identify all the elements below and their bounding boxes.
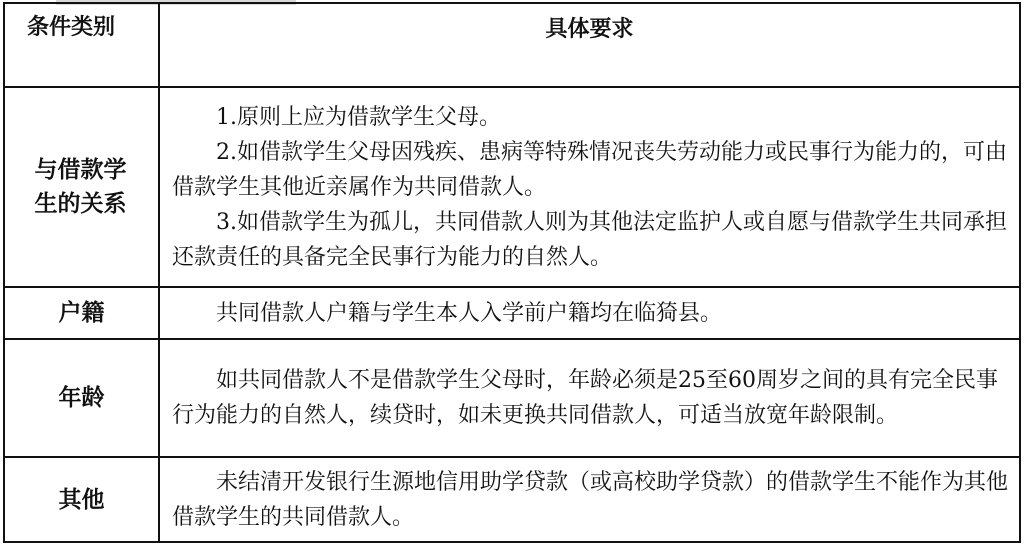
header-requirement-label: 具体要求 — [545, 16, 634, 42]
requirement-paragraph: 如共同借款人不是借款学生父母时，年龄必须是25至60周岁之间的具有完全民事行为能力的自然人，续贷时，如未更换共同借款人，可适当放宽年龄限制。 — [172, 368, 998, 428]
requirement-cell — [159, 87, 1020, 287]
category-label: 与借款学生的关系 — [34, 156, 127, 217]
category-cell — [4, 457, 159, 542]
requirement-cell — [159, 287, 1020, 339]
table-row — [4, 287, 1020, 339]
category-label: 年龄 — [58, 384, 105, 411]
category-cell — [4, 287, 159, 339]
requirement-paragraph: 3.如借款学生为孤儿，共同借款人则为其他法定监护人或自愿与借款学生共同承担还款责任的具备完全民事行为能力的自然人。 — [172, 209, 1007, 270]
requirement-cell — [159, 339, 1020, 457]
header-requirement-cell — [159, 3, 1020, 87]
category-label: 户籍 — [58, 299, 105, 326]
header-category-label: 条件类别 — [27, 14, 116, 40]
requirement-paragraph: 1.原则上应为借款学生父母。 — [216, 104, 501, 130]
table-row — [4, 87, 1020, 287]
table-row — [4, 339, 1020, 457]
requirements-table — [3, 2, 1021, 543]
table-row — [4, 457, 1020, 542]
requirement-paragraph: 2.如借款学生父母因残疾、患病等特殊情况丧失劳动能力或民事行为能力的，可由借款学生其他近亲属作为共同借款人。 — [172, 139, 1007, 200]
requirement-paragraph: 未结清开发银行生源地信用助学贷款（或高校助学贷款）的借款学生不能作为其他借款学生的共同借款人。 — [172, 469, 1009, 530]
requirement-cell — [159, 457, 1020, 542]
requirement-paragraph: 共同借款人户籍与学生本人入学前户籍均在临猗县。 — [216, 300, 723, 326]
header-category-cell — [4, 3, 159, 87]
category-cell — [4, 87, 159, 287]
table-header-row — [4, 3, 1020, 87]
category-label: 其他 — [58, 485, 105, 513]
category-cell — [4, 339, 159, 457]
